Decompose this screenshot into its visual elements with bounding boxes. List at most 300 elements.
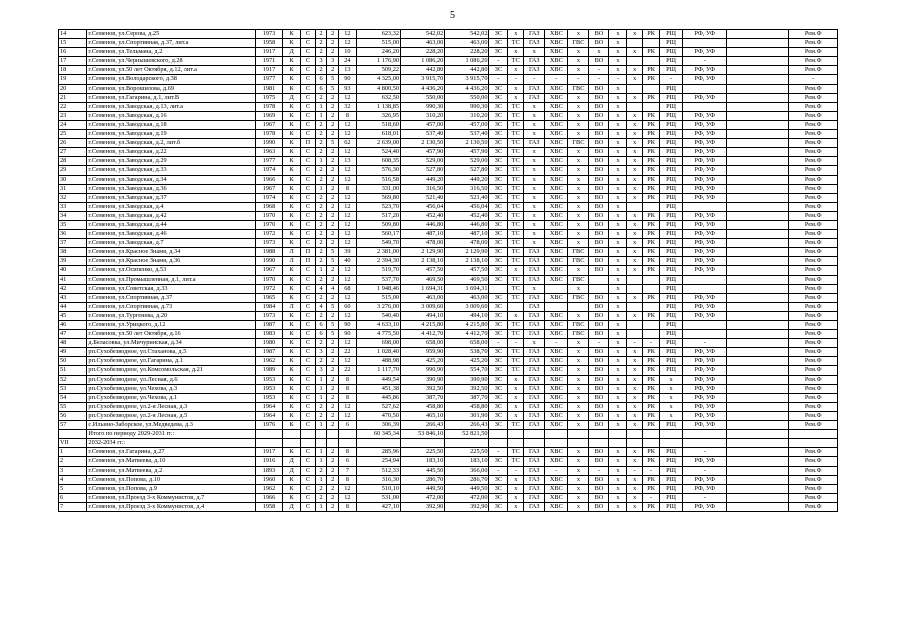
table-cell: 1 xyxy=(315,157,327,166)
table-cell: 53 846,10 xyxy=(401,430,445,439)
table-cell: 1966 xyxy=(255,175,282,184)
table-row xyxy=(59,348,838,357)
table-cell: РФ, УФ xyxy=(683,484,727,493)
table-cell: х xyxy=(609,220,627,229)
table-cell xyxy=(727,166,789,175)
table-cell: 1 xyxy=(315,475,327,484)
table-cell: г.Семенов, ул.Спортивная, д.37, лит.а xyxy=(87,39,255,48)
table-row xyxy=(59,466,838,475)
table-cell: РФ, УФ xyxy=(683,266,727,275)
table-cell: К xyxy=(283,411,301,420)
table-cell: 618,01 xyxy=(356,130,400,139)
table-cell: х xyxy=(568,411,589,420)
table-cell: РФ, УФ xyxy=(683,357,727,366)
table-cell: 2 xyxy=(327,466,339,475)
table-cell: х xyxy=(568,484,589,493)
table-cell: 569,80 xyxy=(356,193,400,202)
table-cell: ГВС xyxy=(568,84,589,93)
table-cell: 519,70 xyxy=(356,266,400,275)
table-cell: ГАЗ xyxy=(524,266,545,275)
table-cell: ХВС xyxy=(545,193,568,202)
table-cell xyxy=(338,439,356,448)
table-cell: Л xyxy=(283,257,301,266)
table-cell: х xyxy=(568,402,589,411)
table-cell: - xyxy=(589,466,609,475)
table-cell: 12 xyxy=(338,120,356,129)
table-cell: 1 xyxy=(315,393,327,402)
table-row xyxy=(59,284,838,293)
table-cell: 427,10 xyxy=(356,502,400,511)
table-cell: х xyxy=(568,57,589,66)
table-cell: ВО xyxy=(589,111,609,120)
table-cell: Рем.Ф xyxy=(789,475,838,484)
table-cell: - xyxy=(524,75,545,84)
page-number: 5 xyxy=(450,10,455,21)
table-cell: 12 xyxy=(338,93,356,102)
table-cell xyxy=(683,39,727,48)
table-cell: ВО xyxy=(589,220,609,229)
table-cell: х xyxy=(609,366,627,375)
table-cell: 1958 xyxy=(255,502,282,511)
table-cell: 515,00 xyxy=(356,39,400,48)
table-cell: 1964 xyxy=(255,411,282,420)
table-cell: 8 xyxy=(338,393,356,402)
table-cell: 537,40 xyxy=(401,130,445,139)
table-cell: 50 xyxy=(59,357,87,366)
table-cell: х xyxy=(627,66,643,75)
table-cell: 469,50 xyxy=(401,275,445,284)
table-cell: 34 xyxy=(59,211,87,220)
table-cell: ТС xyxy=(508,321,524,330)
table-cell: х xyxy=(508,375,524,384)
table-cell: х xyxy=(609,402,627,411)
table-cell: РК xyxy=(643,257,660,266)
table-cell: С xyxy=(301,321,316,330)
table-cell: 1972 xyxy=(255,230,282,239)
table-cell: РК xyxy=(643,448,660,457)
table-cell: ЗС xyxy=(489,102,508,111)
table-cell: РФ, УФ xyxy=(683,66,727,75)
table-cell: РФ, УФ xyxy=(683,211,727,220)
table-cell: - xyxy=(789,75,838,84)
table-cell: ГАЗ xyxy=(524,402,545,411)
table-cell: 4 xyxy=(59,475,87,484)
table-cell: 6 xyxy=(315,75,327,84)
table-cell: 12 xyxy=(338,202,356,211)
table-cell: ХВС xyxy=(545,111,568,120)
table-row xyxy=(59,211,838,220)
table-cell: С xyxy=(301,211,316,220)
table-cell: х xyxy=(609,148,627,157)
table-cell: ХВС xyxy=(545,102,568,111)
table-cell xyxy=(327,439,339,448)
table-cell: х xyxy=(568,166,589,175)
table-cell: С xyxy=(301,475,316,484)
table-cell: 2 xyxy=(315,484,327,493)
table-cell: С xyxy=(301,384,316,393)
table-cell: Д xyxy=(283,48,301,57)
table-cell: РФ, УФ xyxy=(683,75,727,84)
table-cell: х xyxy=(524,193,545,202)
table-cell: ХВС xyxy=(545,257,568,266)
table-cell: РК xyxy=(643,93,660,102)
table-cell: ЗС xyxy=(489,139,508,148)
table-cell: 509,22 xyxy=(356,66,400,75)
table-cell xyxy=(727,357,789,366)
table-cell: К xyxy=(283,239,301,248)
table-cell xyxy=(627,284,643,293)
table-cell: 2 xyxy=(327,93,339,102)
table-cell: ЗС xyxy=(489,48,508,57)
table-cell: 469,50 xyxy=(445,275,489,284)
table-cell: х xyxy=(508,493,524,502)
table-cell: 509,80 xyxy=(356,220,400,229)
table-cell xyxy=(643,302,660,311)
table-cell: х xyxy=(568,211,589,220)
table-cell: х xyxy=(524,102,545,111)
table-cell: Рем.Ф xyxy=(789,202,838,211)
table-cell: Рем.Ф xyxy=(789,339,838,348)
table-cell: 1990 xyxy=(255,139,282,148)
table-cell: 2 xyxy=(315,30,327,39)
table-cell: ЗС xyxy=(489,293,508,302)
table-cell: 2 138,10 xyxy=(401,257,445,266)
table-cell: РК xyxy=(643,130,660,139)
table-cell: ЗС xyxy=(489,411,508,420)
table-cell: РФ, УФ xyxy=(683,393,727,402)
table-cell: РЩ xyxy=(659,457,682,466)
table-cell: РФ, УФ xyxy=(683,293,727,302)
table-cell: С xyxy=(301,30,316,39)
table-cell: 538,70 xyxy=(445,348,489,357)
table-cell: 225,50 xyxy=(401,448,445,457)
table-cell: ЗС xyxy=(489,393,508,402)
table-cell: ВО xyxy=(589,39,609,48)
table-cell: К xyxy=(283,66,301,75)
table-cell: рп.Сухобезводное, ул.Чехова, д.3 xyxy=(87,384,255,393)
table-row xyxy=(59,439,838,448)
table-cell: 451,38 xyxy=(356,384,400,393)
table-cell xyxy=(255,439,282,448)
table-cell: К xyxy=(283,402,301,411)
table-cell: 1953 xyxy=(255,375,282,384)
table-cell: РЩ xyxy=(659,366,682,375)
table-cell: 15 xyxy=(59,39,87,48)
table-row xyxy=(59,184,838,193)
table-cell: 2 xyxy=(327,311,339,320)
table-cell xyxy=(627,39,643,48)
table-cell: 442,80 xyxy=(445,66,489,75)
table-cell: х xyxy=(568,457,589,466)
table-cell xyxy=(545,302,568,311)
table-cell: Рем.Ф xyxy=(789,493,838,502)
table-cell: ЗС xyxy=(489,120,508,129)
table-cell: х xyxy=(508,411,524,420)
table-cell: РЩ xyxy=(659,130,682,139)
table-row xyxy=(59,293,838,302)
table-cell: ЗС xyxy=(489,348,508,357)
table-cell: РЩ xyxy=(659,139,682,148)
table-cell xyxy=(683,202,727,211)
table-cell: х xyxy=(609,202,627,211)
table-cell: - xyxy=(508,339,524,348)
table-cell xyxy=(59,430,87,439)
table-cell: Рем.Ф xyxy=(789,284,838,293)
table-cell: х xyxy=(524,284,545,293)
table-cell: 12 xyxy=(338,175,356,184)
table-cell: ГАЗ xyxy=(524,330,545,339)
table-cell: ХВС xyxy=(545,348,568,357)
table-cell: Итого по периоду 2029-2031 гг.: xyxy=(87,430,255,439)
table-cell: 452,40 xyxy=(445,211,489,220)
table-cell: РФ, УФ xyxy=(683,93,727,102)
table-cell: ГАЗ xyxy=(524,311,545,320)
table-cell: рп.Сухобезводное, ул.2-я Лесная, д.3 xyxy=(87,402,255,411)
table-cell: х xyxy=(609,311,627,320)
table-cell: 51 xyxy=(59,366,87,375)
table-cell: 5 xyxy=(327,321,339,330)
table-cell: Рем.Ф xyxy=(789,139,838,148)
table-cell: 2 xyxy=(327,130,339,139)
table-cell: 3 009,60 xyxy=(401,302,445,311)
table-cell: х xyxy=(627,411,643,420)
table-cell xyxy=(727,175,789,184)
table-cell: С xyxy=(301,284,316,293)
table-cell: К xyxy=(283,448,301,457)
table-cell: ХВС xyxy=(545,448,568,457)
table-cell xyxy=(727,248,789,257)
table-cell xyxy=(683,275,727,284)
table-cell: РК xyxy=(643,157,660,166)
table-cell: ГАЗ xyxy=(524,66,545,75)
table-cell xyxy=(727,202,789,211)
table-cell: х xyxy=(627,248,643,257)
table-cell: РЩ xyxy=(659,220,682,229)
table-cell: 1965 xyxy=(255,293,282,302)
table-cell: 16 xyxy=(59,48,87,57)
table-cell: ГАЗ xyxy=(524,384,545,393)
table-cell: 22 xyxy=(338,366,356,375)
table-cell: 478,00 xyxy=(445,239,489,248)
table-cell: х xyxy=(609,393,627,402)
table-cell: х xyxy=(568,202,589,211)
table-cell xyxy=(683,330,727,339)
table-cell: РФ, УФ xyxy=(683,375,727,384)
table-cell xyxy=(727,475,789,484)
table-cell: х xyxy=(659,402,682,411)
table-cell: РК xyxy=(643,357,660,366)
table-cell: РК xyxy=(643,184,660,193)
table-cell: РФ, УФ xyxy=(683,384,727,393)
table-cell: г.Семенов, ул.Советская, д.33 xyxy=(87,284,255,293)
table-cell: РФ, УФ xyxy=(683,239,727,248)
table-cell: х xyxy=(524,48,545,57)
table-cell: ЗС xyxy=(489,275,508,284)
table-cell: ГАЗ xyxy=(524,448,545,457)
table-cell: 183,10 xyxy=(445,457,489,466)
table-cell: ЗС xyxy=(489,457,508,466)
table-cell: Рем.Ф xyxy=(789,148,838,157)
table-cell: РФ, УФ xyxy=(683,120,727,129)
table-cell: х xyxy=(609,211,627,220)
table-cell: 1 086,20 xyxy=(401,57,445,66)
table-cell: С xyxy=(301,66,316,75)
table-cell: 4 800,50 xyxy=(356,84,400,93)
table-cell: рп.Сухобезводное, ул.2-я Лесная, д.5 xyxy=(87,411,255,420)
table-cell: ГАЗ xyxy=(524,321,545,330)
table-cell: г.Семенов, ул.Заводская, д.22 xyxy=(87,148,255,157)
table-cell xyxy=(643,284,660,293)
table-cell: 12 xyxy=(338,275,356,284)
table-cell: - xyxy=(643,339,660,348)
table-cell: РК xyxy=(643,239,660,248)
table-cell: 387,70 xyxy=(445,393,489,402)
table-cell: Рем.Ф xyxy=(789,421,838,430)
table-cell: 2 xyxy=(327,339,339,348)
table-cell: 531,00 xyxy=(356,493,400,502)
table-cell xyxy=(643,430,660,439)
table-cell: 1893 xyxy=(255,466,282,475)
table-cell: РФ, УФ xyxy=(683,193,727,202)
table-cell: 17 xyxy=(59,57,87,66)
table-cell: 8 xyxy=(338,384,356,393)
table-cell xyxy=(727,402,789,411)
table-body xyxy=(59,30,838,512)
table-cell xyxy=(489,284,508,293)
table-cell: 959,90 xyxy=(401,348,445,357)
table-cell: 2 xyxy=(327,102,339,111)
table-cell xyxy=(727,339,789,348)
table-cell: х xyxy=(568,193,589,202)
table-cell xyxy=(727,239,789,248)
table-cell: г.Семенов, ул.Заводская, д.42 xyxy=(87,211,255,220)
table-cell: 1 xyxy=(315,266,327,275)
table-cell: ЗС xyxy=(489,375,508,384)
table-cell: 2 xyxy=(327,157,339,166)
table-row xyxy=(59,102,838,111)
table-cell: РЩ xyxy=(659,257,682,266)
table-cell: ВО xyxy=(589,502,609,511)
table-cell: х xyxy=(627,48,643,57)
table-cell: ГАЗ xyxy=(524,248,545,257)
table-cell: х xyxy=(568,266,589,275)
table-cell: С xyxy=(301,120,316,129)
table-cell: - xyxy=(489,339,508,348)
table-cell: х xyxy=(568,93,589,102)
table-cell: 445,50 xyxy=(401,466,445,475)
table-cell: г.Семенов, ул.Заводская, д.2, лит.б xyxy=(87,139,255,148)
table-cell: ГАЗ xyxy=(524,375,545,384)
table-cell: х xyxy=(627,157,643,166)
table-cell: К xyxy=(283,230,301,239)
table-cell: РК xyxy=(643,75,660,84)
table-cell: ВО xyxy=(589,175,609,184)
table-cell: х xyxy=(508,84,524,93)
table-cell: 2 xyxy=(327,393,339,402)
table-row xyxy=(59,148,838,157)
table-cell: С xyxy=(301,175,316,184)
table-cell: С xyxy=(301,202,316,211)
table-cell: 2 xyxy=(327,275,339,284)
table-cell xyxy=(627,102,643,111)
table-cell: 387,70 xyxy=(401,393,445,402)
table-cell: 1969 xyxy=(255,111,282,120)
table-cell: К xyxy=(283,421,301,430)
table-cell: 1 086,20 xyxy=(445,57,489,66)
table-cell: 286,70 xyxy=(401,475,445,484)
table-cell: ТС xyxy=(508,211,524,220)
table-cell: РК xyxy=(643,375,660,384)
table-cell xyxy=(508,439,524,448)
table-cell: 456,04 xyxy=(445,202,489,211)
table-cell: 12 xyxy=(338,266,356,275)
table-row xyxy=(59,266,838,275)
table-cell: ЗС xyxy=(489,493,508,502)
table-cell: РК xyxy=(643,248,660,257)
table-cell: 1 xyxy=(59,448,87,457)
table-cell: ГАЗ xyxy=(524,84,545,93)
table-cell: ТС xyxy=(508,102,524,111)
table-cell: 540,40 xyxy=(356,311,400,320)
table-cell: 4 215,80 xyxy=(401,321,445,330)
table-cell: ВО xyxy=(589,120,609,129)
table-cell: 2 xyxy=(327,66,339,75)
table-cell: 457,00 xyxy=(401,120,445,129)
table-cell: 310,20 xyxy=(445,111,489,120)
table-cell: С xyxy=(301,57,316,66)
table-cell xyxy=(727,30,789,39)
table-cell xyxy=(627,430,643,439)
table-cell xyxy=(727,66,789,75)
table-cell xyxy=(643,202,660,211)
table-cell: С xyxy=(301,220,316,229)
table-cell: РФ, УФ xyxy=(683,348,727,357)
table-cell: 3 xyxy=(327,57,339,66)
table-cell: 266,43 xyxy=(401,421,445,430)
table-cell: 12 xyxy=(338,411,356,420)
table-cell: С xyxy=(301,148,316,157)
table-cell: 2 xyxy=(327,411,339,420)
table-cell: 228,20 xyxy=(445,48,489,57)
table-cell: 1977 xyxy=(255,157,282,166)
table-cell: Рем.Ф xyxy=(789,66,838,75)
table-cell: С xyxy=(301,448,316,457)
table-row xyxy=(59,84,838,93)
table-cell: х xyxy=(609,93,627,102)
table-cell: РК xyxy=(643,230,660,239)
table-cell: ТС xyxy=(508,330,524,339)
table-cell: х xyxy=(568,130,589,139)
table-cell xyxy=(727,257,789,266)
table-cell: РК xyxy=(643,111,660,120)
table-cell: РФ, УФ xyxy=(683,157,727,166)
table-cell: Рем.Ф xyxy=(789,457,838,466)
table-cell: 44 xyxy=(59,302,87,311)
table-cell: РЩ xyxy=(659,166,682,175)
table-cell: 2 130,50 xyxy=(401,139,445,148)
table-cell: х xyxy=(508,384,524,393)
table-cell xyxy=(627,202,643,211)
table-cell: х xyxy=(524,111,545,120)
table-cell xyxy=(659,430,682,439)
table-cell: 1 xyxy=(315,457,327,466)
table-cell: 2 xyxy=(327,293,339,302)
table-cell: х xyxy=(627,293,643,302)
table-cell: ГВС xyxy=(568,257,589,266)
table-cell xyxy=(789,439,838,448)
table-cell: 12 xyxy=(338,230,356,239)
table-cell: ВО xyxy=(589,157,609,166)
